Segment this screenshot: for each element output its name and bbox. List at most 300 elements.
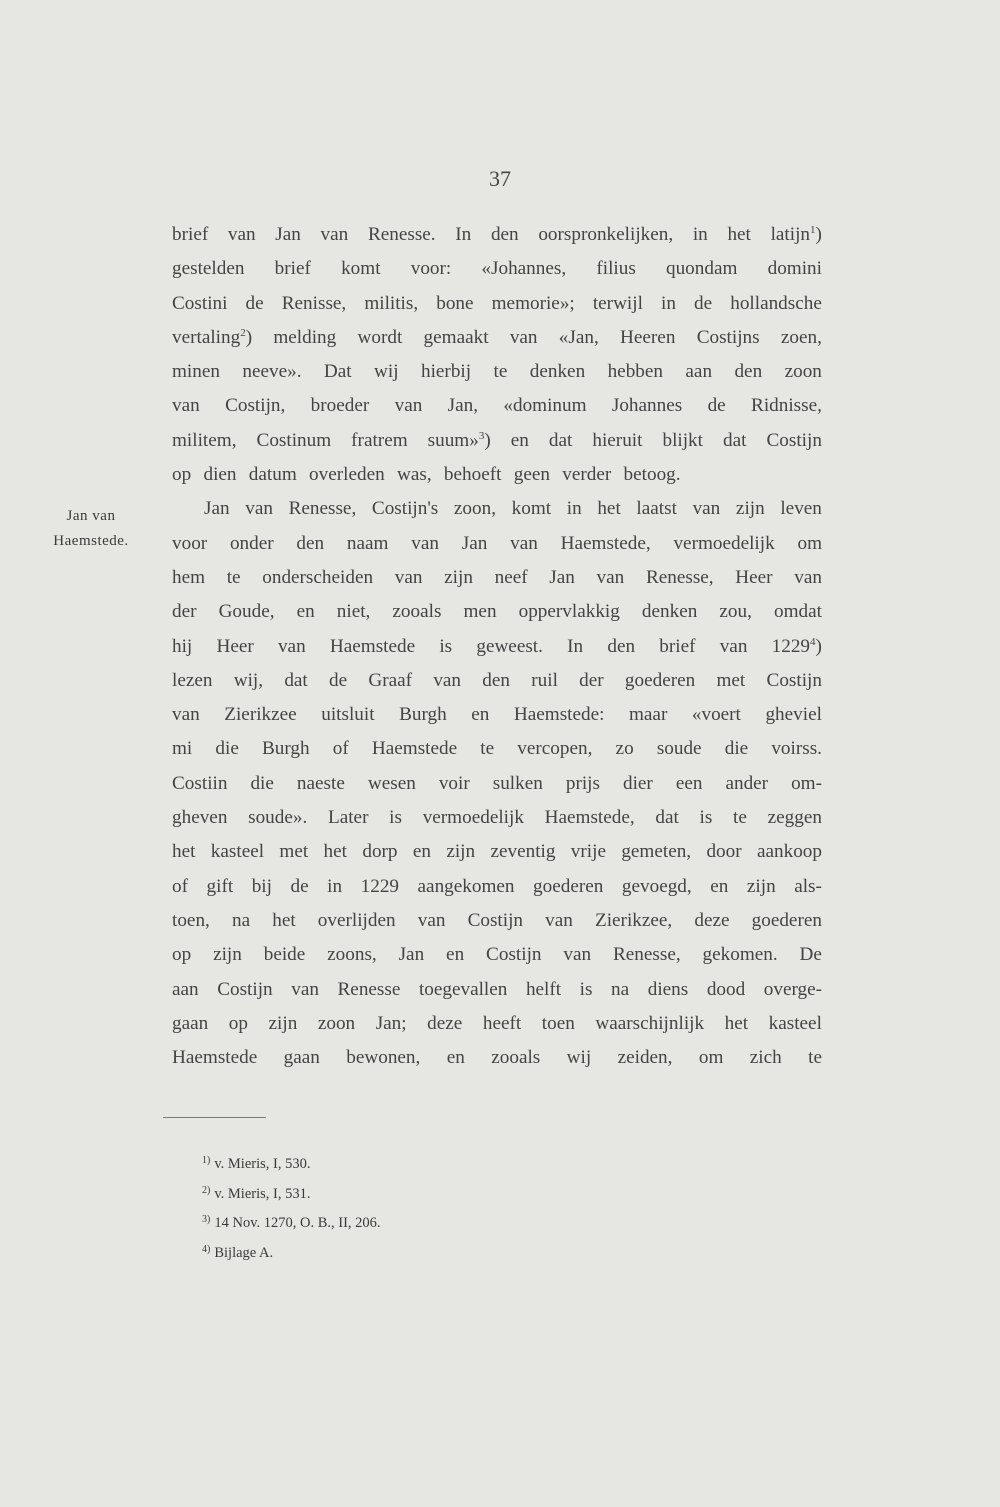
word: brief [172, 224, 209, 245]
word: Renisse, [281, 292, 347, 314]
word: dorp [362, 841, 398, 863]
word: op [228, 1012, 248, 1034]
word: die [250, 772, 274, 794]
word: door [706, 841, 742, 863]
word: Costinum [256, 429, 332, 451]
word: in [661, 292, 676, 314]
word: «dominum [503, 395, 587, 417]
word: de [707, 395, 726, 417]
word: de [290, 875, 309, 897]
word: aangekomen [417, 875, 515, 897]
word: Johannes [611, 395, 683, 417]
word: voor [172, 532, 208, 554]
margin-note-line: Jan van [66, 508, 116, 524]
word: bij [251, 875, 272, 897]
word: helft [525, 978, 562, 1000]
text-line [172, 458, 822, 492]
word: Ridnisse, [751, 395, 822, 417]
word: is [439, 635, 453, 657]
word: Burgh [262, 738, 310, 760]
word: Haemstede [172, 1047, 258, 1069]
word: en [710, 875, 729, 897]
word: de [245, 292, 264, 314]
word: neef [494, 566, 528, 588]
word: omdat [773, 601, 822, 623]
word: kasteel [210, 841, 265, 863]
word: van [719, 635, 748, 657]
word: Costijn [467, 909, 524, 931]
word: en [412, 841, 431, 863]
word: bewonen, [346, 1047, 421, 1069]
word: 1229 [360, 875, 399, 897]
word: Costijn's [371, 498, 439, 520]
text-line [172, 252, 822, 286]
word: zoon [784, 361, 822, 383]
word: ) [484, 429, 491, 451]
word: overleden [309, 464, 385, 486]
text-line [172, 870, 822, 904]
word: men [463, 601, 497, 623]
page-number: 37 [489, 166, 511, 191]
word: sulken [492, 772, 543, 794]
word: te [480, 738, 495, 760]
word: soude». [248, 807, 308, 829]
word: die [724, 738, 749, 760]
word: die [215, 738, 239, 760]
word: deze [427, 1012, 463, 1034]
word: Heer [216, 635, 254, 657]
word: gaan [172, 1012, 209, 1034]
word: het [724, 1012, 749, 1034]
word: en [446, 1047, 465, 1069]
text-line [172, 1007, 822, 1041]
word: zoon, [453, 498, 497, 520]
word: zijn [746, 875, 776, 897]
word: dien [203, 464, 237, 486]
word: dier [622, 772, 653, 794]
word: zo [615, 738, 634, 760]
word: fratrem [351, 429, 408, 451]
word: terwijl [592, 292, 643, 314]
word: het [172, 841, 196, 863]
word: zou, [719, 601, 752, 623]
word: goederen [751, 909, 822, 931]
footnote-mark: 3) [202, 1214, 211, 1225]
word: betoog. [623, 464, 681, 486]
word: zijn [446, 841, 476, 863]
word: den [607, 635, 636, 657]
word: het [323, 841, 347, 863]
word: Burgh [399, 704, 447, 726]
word: hieruit [592, 429, 643, 451]
word: overge- [763, 978, 822, 1000]
word: dat [284, 669, 308, 691]
word: Jan [398, 944, 425, 966]
word: waarschijnlijk [595, 1012, 705, 1034]
word: wij [566, 1047, 592, 1069]
word: het [597, 498, 621, 520]
word: Haemstede: [513, 704, 605, 726]
word: ruil [531, 669, 558, 691]
word: of [332, 738, 349, 760]
word: hollandsche [730, 292, 822, 314]
word: filius [596, 258, 636, 280]
word: Jan [461, 532, 488, 554]
word: zich [749, 1047, 782, 1069]
word: overlijden [317, 909, 396, 931]
word: den [734, 361, 763, 383]
word: toen, [172, 909, 210, 931]
word: hij [172, 635, 193, 657]
word: van [411, 532, 439, 554]
word: vertaling [172, 326, 241, 348]
word: gevoegd, [621, 875, 692, 897]
word: wesen [367, 772, 416, 794]
word: geweest. [476, 635, 543, 657]
footnote-reference: 4 [810, 635, 816, 648]
word: toen [541, 1012, 575, 1034]
word: lezen [172, 669, 213, 691]
word: oppervlakkig [518, 601, 620, 623]
word: den [296, 532, 325, 554]
footnote-text: v. Mieris, I, 531. [214, 1185, 311, 1202]
word: te [808, 1047, 822, 1069]
word: van [417, 909, 446, 931]
word: Haemstede, [560, 532, 651, 554]
word: is [579, 978, 593, 1000]
footnotes [202, 1148, 381, 1266]
word: of [172, 875, 188, 897]
text-line [172, 218, 822, 252]
word: «Jan, [558, 326, 599, 348]
word: van [692, 498, 721, 520]
word: ander [725, 772, 769, 794]
word: Haemstede [329, 635, 416, 657]
word: Renesse. [367, 224, 436, 245]
word: om- [791, 772, 822, 794]
footnote-rule [163, 1117, 266, 1118]
word: zijn [735, 498, 765, 520]
word: in [566, 498, 582, 520]
text-line [172, 595, 822, 629]
word: om [797, 532, 822, 554]
word: gift [206, 875, 234, 897]
word: Renesse, [612, 944, 681, 966]
word: soude [656, 738, 702, 760]
word: ) [815, 635, 822, 657]
footnote-mark: 1) [202, 1155, 211, 1166]
word: om [698, 1047, 724, 1069]
word: dat [655, 807, 679, 829]
word: Renesse, [645, 566, 714, 588]
word: in [327, 875, 343, 897]
word: komt [511, 498, 552, 520]
word: zeiden, [617, 1047, 673, 1069]
word: Costijns [696, 326, 760, 348]
text-line [172, 630, 822, 664]
word: en [446, 944, 465, 966]
word: Renesse, [288, 498, 357, 520]
word: een [675, 772, 703, 794]
word: van [291, 978, 319, 1000]
margin-note [36, 504, 146, 554]
word: Zierikzee [224, 704, 297, 726]
word: mi [172, 738, 193, 760]
word: hem [172, 566, 206, 588]
word: beide [263, 944, 306, 966]
footnote-text: 14 Nov. 1270, O. B., II, 206. [214, 1215, 381, 1231]
word: in [692, 224, 708, 245]
word: Heer [735, 566, 773, 588]
word: met [279, 841, 309, 863]
word: is [389, 807, 402, 829]
word: zoons, [327, 944, 377, 966]
word: quondam [665, 258, 738, 280]
word: behoeft [443, 464, 502, 486]
word: Jan [275, 224, 301, 245]
word: hierbij [420, 361, 472, 383]
text-line [172, 801, 822, 835]
word: zijn [268, 1012, 298, 1034]
text-line [172, 561, 822, 595]
word: Zierikzee, [594, 909, 673, 931]
word: uitsluit [321, 704, 375, 726]
word: der [579, 669, 604, 691]
text-line [172, 527, 822, 561]
word: broeder [310, 395, 370, 417]
word: minen [172, 361, 220, 383]
word: Goude, [218, 601, 275, 623]
word: aan [685, 361, 713, 383]
word: van [433, 669, 462, 691]
word: de [329, 669, 348, 691]
word: zijn [213, 944, 242, 966]
word: zoen, [780, 326, 822, 348]
word: Dat [323, 361, 352, 383]
footnote [202, 1207, 381, 1237]
word: Jan, [447, 395, 479, 417]
word: zeggen [767, 807, 822, 829]
text-line [172, 321, 822, 355]
footnote-mark: 4) [202, 1243, 211, 1255]
word: prijs [565, 772, 600, 794]
word: te [733, 807, 747, 829]
word: als- [794, 875, 822, 897]
text-line [172, 767, 822, 801]
word: onderscheiden [262, 566, 374, 588]
word: gemeten, [621, 841, 692, 863]
word: voir [438, 772, 470, 794]
word: vrije [570, 841, 606, 863]
word: en [510, 429, 529, 451]
word: wordt [357, 326, 403, 348]
word: Costijn [766, 669, 822, 691]
word: toegevallen [418, 978, 508, 1000]
word: van [245, 498, 273, 520]
word: niet, [336, 601, 371, 623]
word: memorie»; [491, 292, 575, 314]
word: Jan; [375, 1012, 407, 1034]
word: na [231, 909, 251, 931]
word: is [699, 807, 713, 829]
word: zooals [392, 601, 442, 623]
word: van [227, 224, 256, 245]
word: Costijn [486, 944, 542, 966]
word: na [611, 978, 630, 1000]
footnote [202, 1148, 381, 1178]
footnote-reference: 2 [240, 326, 246, 339]
word: datum [248, 464, 297, 486]
word: van [277, 635, 306, 657]
word: Heeren [620, 326, 676, 348]
text-line [172, 732, 822, 766]
word: Costiin [172, 772, 228, 794]
word: Jan [549, 566, 575, 588]
word: wij [374, 361, 399, 383]
text-line [172, 355, 822, 389]
word: latijn [770, 224, 810, 245]
word: blijkt [662, 429, 703, 451]
text-line [172, 389, 822, 423]
text-line [172, 835, 822, 869]
word: aan [172, 978, 199, 1000]
word: Graaf [368, 669, 413, 691]
text-line [172, 904, 822, 938]
word: Jan [204, 498, 230, 520]
footnote-reference: 1 [810, 224, 816, 236]
word: van [394, 566, 423, 588]
word: aankoop [756, 841, 822, 863]
word: komt [341, 258, 381, 280]
word: heeft [482, 1012, 522, 1034]
margin-note-line: Haemstede. [53, 533, 129, 549]
word: militem, [172, 429, 237, 451]
word: dat [548, 429, 573, 451]
word: bone [436, 292, 474, 314]
text-line [172, 1041, 822, 1075]
word: en [471, 704, 490, 726]
word: den [490, 224, 519, 245]
text-line [172, 287, 822, 321]
word: diens [647, 978, 689, 1000]
word: vermoedelijk [422, 807, 524, 829]
word: denken [529, 361, 586, 383]
footnote [202, 1237, 381, 1267]
word: domini [767, 258, 822, 280]
word: gheviel [765, 704, 822, 726]
word: op [172, 464, 192, 486]
word: Haemstede [371, 738, 458, 760]
word: brief [659, 635, 696, 657]
word: ) [815, 224, 822, 245]
word: kasteel [768, 1012, 822, 1034]
word: maar [628, 704, 668, 726]
word: verder [562, 464, 612, 486]
word: van [794, 566, 822, 588]
word: deze [694, 909, 730, 931]
word: Haemstede, [544, 807, 635, 829]
word: zeventig [490, 841, 556, 863]
word: van [509, 326, 538, 348]
text-line [172, 492, 822, 526]
word: naeste [296, 772, 345, 794]
word: goederen [533, 875, 604, 897]
word: Costijn [217, 978, 273, 1000]
word: was, [396, 464, 432, 486]
word: voor: [410, 258, 452, 280]
word: wij, [233, 669, 264, 691]
footnote-reference: 3 [478, 429, 485, 442]
word: op [172, 944, 192, 966]
word: van [320, 224, 349, 245]
word: zijn [444, 566, 473, 588]
word: militis, [364, 292, 419, 314]
word: vercopen, [517, 738, 593, 760]
word: der [172, 601, 197, 623]
word: laatst [636, 498, 677, 520]
word: brief [274, 258, 311, 280]
word: 1229 [771, 635, 810, 657]
word: dat [723, 429, 747, 451]
word: van [394, 395, 423, 417]
word: hebben [607, 361, 663, 383]
word: neeve». [242, 361, 302, 383]
word: van [172, 704, 200, 726]
word: de [694, 292, 713, 314]
word: dood [706, 978, 746, 1000]
word: In [455, 224, 472, 245]
word: «Johannes, [481, 258, 567, 280]
word: gestelden [172, 258, 245, 280]
word: het [272, 909, 296, 931]
word: «voert [691, 704, 741, 726]
word: gheven [172, 807, 228, 829]
word: leven [780, 498, 822, 520]
word: met [716, 669, 746, 691]
footnote [202, 1178, 381, 1208]
text-line [172, 664, 822, 698]
text-line [172, 698, 822, 732]
word: melding [273, 326, 337, 348]
word: naam [346, 532, 389, 554]
word: van [510, 532, 538, 554]
word: In [567, 635, 584, 657]
word: oorspronkelijken, [538, 224, 674, 245]
word: geen [513, 464, 550, 486]
word: voirss. [771, 738, 822, 760]
body-text [172, 218, 822, 1075]
word: suum» [427, 429, 479, 451]
word: zoon [317, 1012, 356, 1034]
word: van [545, 909, 573, 931]
word: Costini [172, 292, 228, 314]
footnote-text: v. Mieris, I, 530. [214, 1156, 311, 1172]
word: Renesse [337, 978, 401, 1000]
word: te [493, 361, 508, 383]
word: denken [641, 601, 698, 623]
text-line [172, 938, 822, 972]
word: gemaakt [423, 326, 489, 348]
word: zooals [491, 1047, 541, 1069]
word: ) [245, 326, 253, 348]
footnote-mark: 2) [202, 1184, 211, 1196]
word: Costijn, [225, 395, 286, 417]
word: van [563, 944, 592, 966]
word: den [482, 669, 510, 691]
word: van [596, 566, 625, 588]
footnote-text: Bijlage A. [214, 1244, 274, 1261]
word: vermoedelijk [673, 532, 775, 554]
